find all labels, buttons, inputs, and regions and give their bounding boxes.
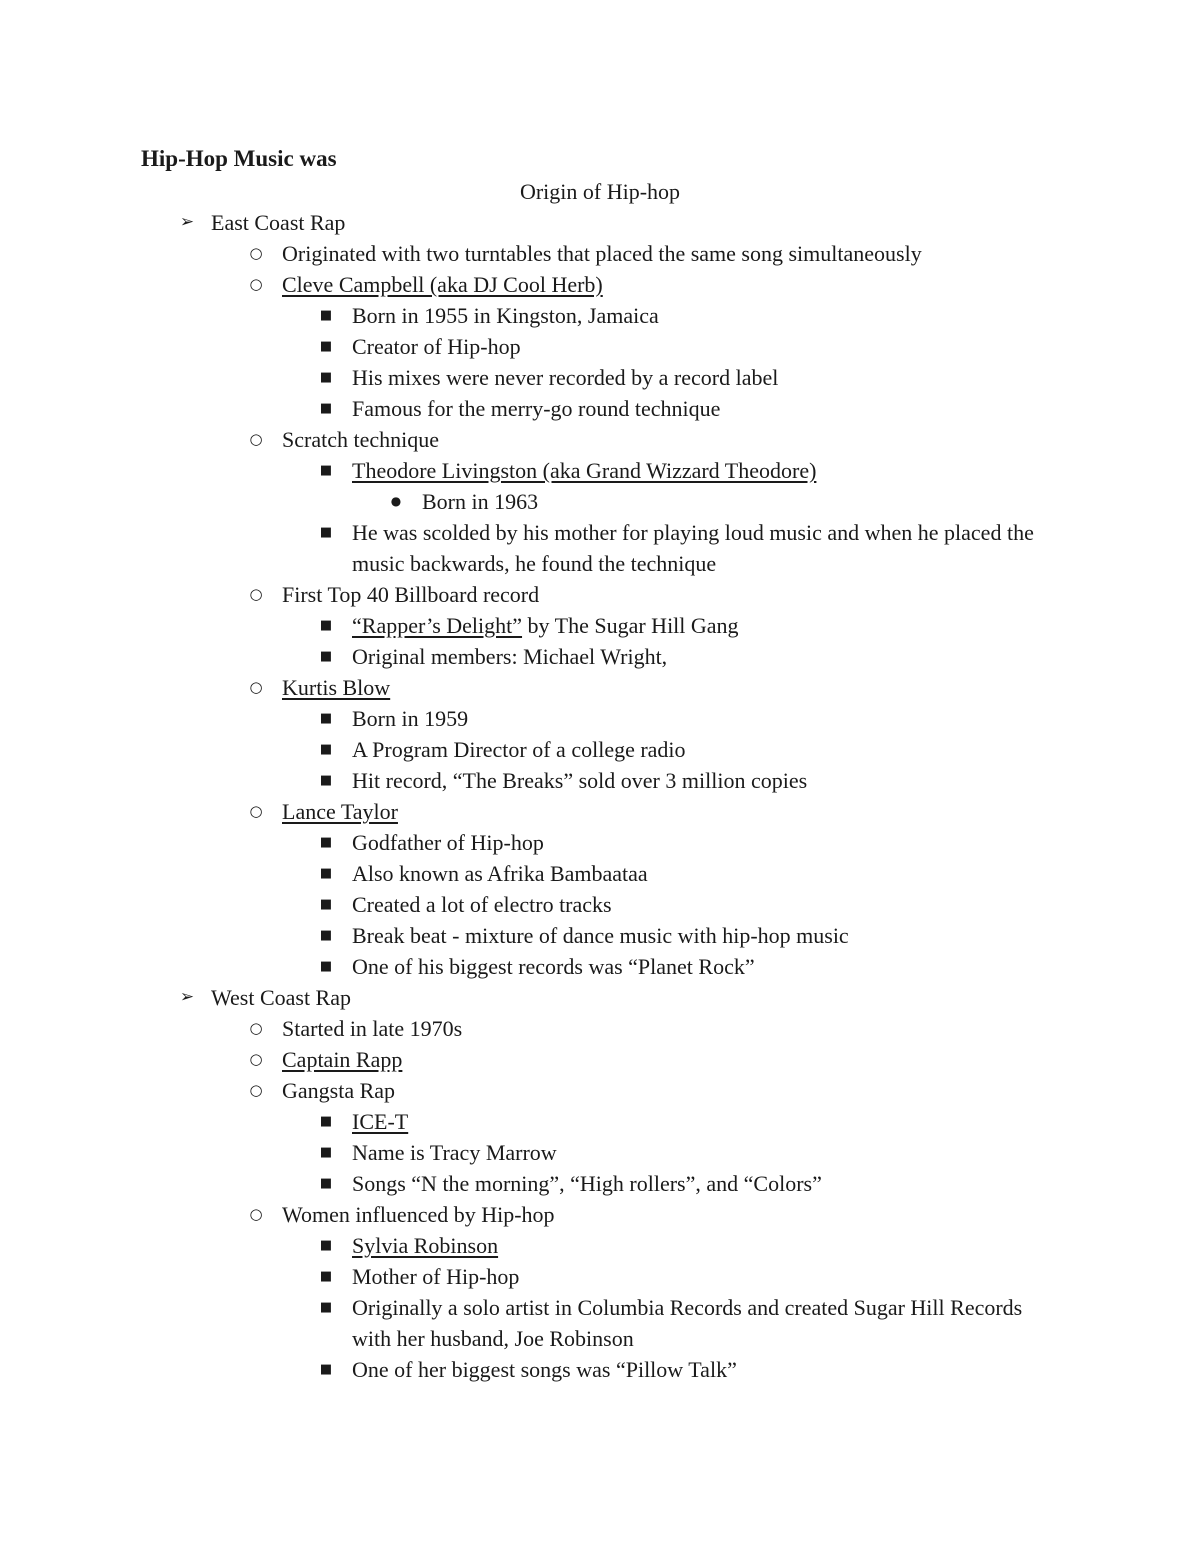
outline-item-level-3: [0, 455, 1200, 486]
outline-item-text: West Coast Rap: [211, 985, 351, 1010]
outline-item-level-1: [0, 207, 1200, 238]
outline-item-text: Original members: Michael Wright,: [352, 644, 668, 669]
square-bullet-icon: ■: [319, 618, 333, 633]
outline-item-level-2: [0, 1199, 1200, 1230]
hollow-circle-bullet-icon: ○: [249, 1050, 263, 1068]
square-bullet-icon: ■: [319, 1362, 333, 1377]
hollow-circle-bullet-icon: ○: [249, 275, 263, 293]
square-bullet-icon: ■: [319, 1269, 333, 1284]
outline-item-level-3: [0, 920, 1200, 951]
outline-item-text: Songs “N the morning”, “High rollers”, and “Colors”: [352, 1171, 822, 1196]
outline-item-text: Famous for the merry-go round technique: [352, 396, 721, 421]
outline-item-level-2: [0, 238, 1200, 269]
outline-item-level-3: [0, 1261, 1200, 1292]
outline-item-text: ICE-T: [352, 1109, 409, 1134]
outline-item-text: East Coast Rap: [211, 210, 346, 235]
square-bullet-icon: ■: [319, 959, 333, 974]
outline-item-level-3: [0, 1230, 1200, 1261]
outline-item-level-3: [0, 889, 1200, 920]
square-bullet-icon: ■: [319, 649, 333, 664]
square-bullet-icon: ■: [319, 866, 333, 881]
square-bullet-icon: ■: [319, 1300, 333, 1315]
outline-item-text: His mixes were never recorded by a record label: [352, 365, 779, 390]
square-bullet-icon: ■: [319, 525, 333, 540]
square-bullet-icon: ■: [319, 897, 333, 912]
outline-item-level-2: [0, 1044, 1200, 1075]
outline-item-text: Hit record, “The Breaks” sold over 3 million copies: [352, 768, 808, 793]
outline-item-level-3: [0, 734, 1200, 765]
square-bullet-icon: ■: [319, 463, 333, 478]
hollow-circle-bullet-icon: ○: [249, 430, 263, 448]
outline-item-text: Born in 1959: [352, 706, 469, 731]
outline-item-text: Created a lot of electro tracks: [352, 892, 612, 917]
outline-item-level-3: [0, 858, 1200, 889]
square-bullet-icon: ■: [319, 742, 333, 757]
hollow-circle-bullet-icon: ○: [249, 1081, 263, 1099]
filled-circle-bullet-icon: ●: [390, 494, 402, 508]
outline-item-rest: by The Sugar Hill Gang: [522, 613, 739, 638]
square-bullet-icon: ■: [319, 711, 333, 726]
arrowhead-bullet-icon: ➢: [179, 212, 195, 232]
square-bullet-icon: ■: [319, 835, 333, 850]
square-bullet-icon: ■: [319, 1238, 333, 1253]
outline-item-level-3: [0, 641, 1200, 672]
outline-item-level-3: [0, 331, 1200, 362]
hollow-circle-bullet-icon: ○: [249, 244, 263, 262]
square-bullet-icon: ■: [319, 308, 333, 323]
outline-item-text: First Top 40 Billboard record: [282, 582, 540, 607]
outline-item-level-2: [0, 269, 1200, 300]
underlined-title: “Rapper’s Delight”: [352, 613, 523, 638]
square-bullet-icon: ■: [319, 1145, 333, 1160]
outline-item-text: Name is Tracy Marrow: [352, 1140, 557, 1165]
outline-item-text: Cleve Campbell (aka DJ Cool Herb): [282, 272, 603, 297]
outline-item-level-3: [0, 765, 1200, 796]
outline-item-level-3: [0, 1106, 1200, 1137]
outline-item-text: Sylvia Robinson: [352, 1233, 499, 1258]
outline-item-level-1: [0, 982, 1200, 1013]
outline-item-level-3: [0, 300, 1200, 331]
outline-item-text: Born in 1955 in Kingston, Jamaica: [352, 303, 659, 328]
square-bullet-icon: ■: [319, 1176, 333, 1191]
hollow-circle-bullet-icon: ○: [249, 1019, 263, 1037]
outline-item-level-3: [0, 362, 1200, 393]
outline-item-level-3: [0, 1137, 1200, 1168]
outline-item-text: Also known as Afrika Bambaataa: [352, 861, 648, 886]
square-bullet-icon: ■: [319, 928, 333, 943]
outline-item-text: [352, 610, 1052, 641]
outline-item-text: Born in 1963: [422, 489, 539, 514]
outline-item-text: He was scolded by his mother for playing loud music and when he placed the music backwards, he found the technique: [352, 520, 1034, 576]
outline-item-text: A Program Director of a college radio: [352, 737, 686, 762]
outline-item-level-3: [0, 1354, 1200, 1385]
outline-item-text: Originally a solo artist in Columbia Records and created Sugar Hill Records with her husband, Joe Robinson: [352, 1295, 1023, 1351]
square-bullet-icon: ■: [319, 1114, 333, 1129]
hollow-circle-bullet-icon: ○: [249, 678, 263, 696]
outline-item-text: Theodore Livingston (aka Grand Wizzard Theodore): [352, 458, 817, 483]
outline-item-text: Gangsta Rap: [282, 1078, 396, 1103]
outline-item-text: Lance Taylor: [282, 799, 398, 824]
outline-item-text: Break beat - mixture of dance music with hip-hop music: [352, 923, 849, 948]
outline-list: [0, 207, 1200, 1385]
outline-item-text: Women influenced by Hip-hop: [282, 1202, 555, 1227]
outline-item-level-4: [0, 486, 1200, 517]
square-bullet-icon: ■: [319, 370, 333, 385]
outline-item-text: Mother of Hip-hop: [352, 1264, 520, 1289]
outline-item-level-3: [0, 1292, 1200, 1354]
outline-item-text: Captain Rapp: [282, 1047, 403, 1072]
outline-item-level-3: [0, 393, 1200, 424]
outline-item-text: Originated with two turntables that placed the same song simultaneously: [282, 241, 922, 266]
outline-item-text: Started in late 1970s: [282, 1016, 463, 1041]
document-title: Hip-Hop Music was: [141, 146, 337, 171]
outline-item-text: Godfather of Hip-hop: [352, 830, 544, 855]
outline-item-level-2: [0, 1013, 1200, 1044]
outline-item-level-3: [0, 610, 1200, 641]
arrowhead-bullet-icon: ➢: [179, 987, 195, 1007]
outline-item-text: One of her biggest songs was “Pillow Talk”: [352, 1357, 737, 1382]
hollow-circle-bullet-icon: ○: [249, 585, 263, 603]
outline-item-level-3: [0, 1168, 1200, 1199]
square-bullet-icon: ■: [319, 401, 333, 416]
outline-item-level-2: [0, 579, 1200, 610]
outline-item-level-3: [0, 827, 1200, 858]
outline-item-level-2: [0, 672, 1200, 703]
hollow-circle-bullet-icon: ○: [249, 1205, 263, 1223]
square-bullet-icon: ■: [319, 339, 333, 354]
document-subtitle: Origin of Hip-hop: [519, 179, 681, 204]
outline-item-text: Creator of Hip-hop: [352, 334, 521, 359]
outline-item-level-2: [0, 1075, 1200, 1106]
outline-item-text: Scratch technique: [282, 427, 439, 452]
outline-item-level-2: [0, 424, 1200, 455]
hollow-circle-bullet-icon: ○: [249, 802, 263, 820]
outline-item-level-3: [0, 951, 1200, 982]
outline-item-level-2: [0, 796, 1200, 827]
outline-item-level-3: [0, 703, 1200, 734]
outline-item-text: One of his biggest records was “Planet Rock”: [352, 954, 755, 979]
outline-item-level-3: [0, 517, 1200, 579]
outline-item-text: Kurtis Blow: [282, 675, 391, 700]
square-bullet-icon: ■: [319, 773, 333, 788]
